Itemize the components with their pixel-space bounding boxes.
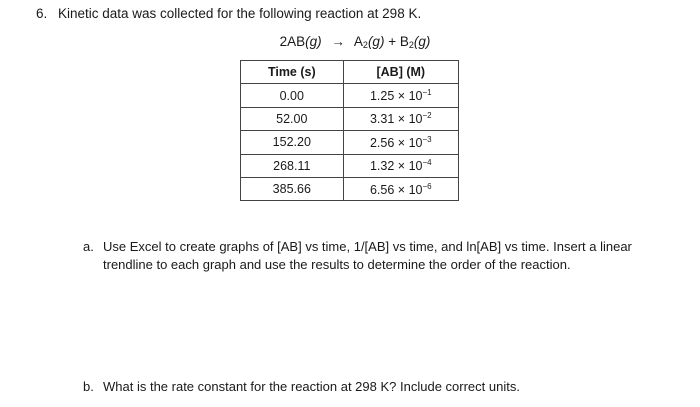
plus-sign: + [388, 34, 397, 49]
question-heading [36, 6, 421, 21]
table-row [241, 154, 459, 177]
part-b [83, 378, 520, 396]
table-header-row [241, 61, 459, 84]
question-number: 6. [36, 6, 48, 21]
product2-state: (g) [413, 34, 431, 49]
table-row [241, 177, 459, 200]
concentration-cell: $1.25 \times 10^{-1}$ [343, 84, 458, 107]
part-a-line2: trendline to each graph and use the results to determine the order of the reaction. [103, 257, 571, 272]
time-cell: 152.20 [241, 131, 344, 154]
time-cell: 385.66 [241, 177, 344, 200]
part-b-text: What is the rate constant for the reaction at 298 K? Include correct units. [103, 379, 520, 394]
concentration-cell: $2.56 \times 10^{-3}$ [343, 131, 458, 154]
reaction-arrow: → [331, 34, 345, 49]
part-a-label: a. [83, 239, 94, 254]
reaction-equation [0, 34, 700, 50]
table-row [241, 84, 459, 107]
reactant-state: (g) [305, 34, 322, 49]
header-time: Time (s) [241, 61, 344, 84]
concentration-cell: $3.31 \times 10^{-2}$ [343, 107, 458, 130]
product1-formula: A [353, 34, 363, 49]
time-cell: 0.00 [241, 84, 344, 107]
concentration-cell: $6.56 \times 10^{-6}$ [343, 177, 458, 200]
product2-formula: B [399, 34, 409, 49]
kinetic-data-table [240, 60, 459, 201]
table-row [241, 107, 459, 130]
part-b-label: b. [83, 379, 94, 394]
header-concentration: [AB] (M) [343, 61, 458, 84]
product1-state: (g) [367, 34, 385, 49]
question-text: Kinetic data was collected for the following reaction at 298 K. [58, 6, 422, 21]
part-a-line1: Use Excel to create graphs of [AB] vs time, 1/[AB] vs time, and ln[AB] vs time. Insert a linear [103, 239, 632, 254]
reactant-coefficient: 2 [279, 34, 288, 49]
table-row [241, 131, 459, 154]
product2-subscript: 2 [408, 40, 414, 50]
part-a [83, 238, 643, 274]
time-cell: 268.11 [241, 154, 344, 177]
product1-subscript: 2 [362, 40, 368, 50]
reactant-formula: AB [287, 34, 306, 49]
time-cell: 52.00 [241, 107, 344, 130]
concentration-cell: $1.32 \times 10^{-4}$ [343, 154, 458, 177]
